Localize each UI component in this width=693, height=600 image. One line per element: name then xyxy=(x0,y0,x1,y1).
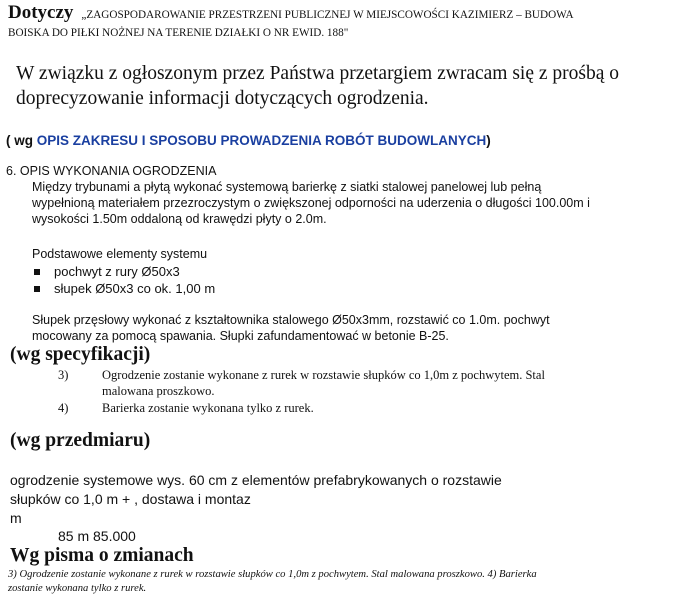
opis-zakresu-title: OPIS ZAKRESU I SPOSOBU PROWADZENIA ROBÓT BUDOWLANYCH xyxy=(36,133,487,148)
subject-header xyxy=(8,2,688,24)
opis-zakresu-suffix: ) xyxy=(486,133,491,148)
opis-para-line-1: Między trybunami a płytą wykonać systemową barierkę z siatki stalowej panelowej lub pełną xyxy=(32,180,542,194)
opis-zakresu-heading xyxy=(6,133,491,148)
przedmiar-heading: (wg przedmiaru) xyxy=(10,430,151,451)
spec-item-text: Barierka zostanie wykonana tylko z rurek. xyxy=(102,401,314,415)
spec-item-text-line-2: malowana proszkowo. xyxy=(102,384,215,398)
list-item xyxy=(34,281,215,296)
element-item-1: pochwyt z rury Ø50x3 xyxy=(54,264,180,279)
zmiany-line-1: 3) Ogrodzenie zostanie wykonane z rurek w rozstawie słupków co 1,0m z pochwytem. Stal malowana proszkowo. 4) Barierka xyxy=(8,569,537,580)
spec-item-4 xyxy=(58,401,314,416)
intro-line-1: W związku z ogłoszonym przez Państwa przetargiem zwracam się z prośbą o xyxy=(16,63,620,84)
subject-line-1: „ZAGOSPODAROWANIE PRZESTRZENI PUBLICZNEJ W MIEJSCOWOŚCI KAZIMIERZ – BUDOWA xyxy=(81,9,574,21)
spec-item-text-line-1: Ogrodzenie zostanie wykonane z rurek w rozstawie słupków co 1,0m z pochwytem. Stal xyxy=(102,368,545,382)
specyfikacja-heading: (wg specyfikacji) xyxy=(10,344,151,365)
zmiany-line-2: zostanie wykonana tylko z rurek. xyxy=(8,583,147,594)
subject-line-2: BOISKA DO PIŁKI NOŻNEJ NA TERENIE DZIAŁKI O NR EWID. 188" xyxy=(8,27,349,39)
intro-line-2: doprecyzowanie informacji dotyczących ogrodzenia. xyxy=(16,88,429,109)
opis-para-line-2: wypełnioną materiałem przezroczystym o zwiększonej odporności na uderzenia o długości 100.00m i xyxy=(32,196,590,210)
spec-item-3 xyxy=(58,368,545,383)
bullet-square-icon xyxy=(34,269,40,275)
opis-para-line-3: wysokości 1.50m oddaloną od krawędzi płyty o 2.0m. xyxy=(32,212,327,226)
przedmiar-quantity: 85 m 85.000 xyxy=(58,528,136,544)
bullet-square-icon xyxy=(34,286,40,292)
spec-item-number: 3) xyxy=(58,368,69,382)
przedmiar-line-3: m xyxy=(10,510,22,526)
elements-heading: Podstawowe elementy systemu xyxy=(32,247,208,261)
element-item-2: słupek Ø50x3 co ok. 1,00 m xyxy=(54,281,216,296)
opis-para2-line-1: Słupek przęsłowy wykonać z kształtownika stalowego Ø50x3mm, rozstawić co 1.0m. pochwyt xyxy=(32,313,550,327)
spec-item-number: 4) xyxy=(58,401,69,415)
przedmiar-line-2: słupków co 1,0 m + , dostawa i montaz xyxy=(10,491,251,507)
opis-zakresu-prefix: ( wg xyxy=(6,133,37,148)
przedmiar-line-1: ogrodzenie systemowe wys. 60 cm z elementów prefabrykowanych o rozstawie xyxy=(10,472,502,488)
zmiany-heading: Wg pisma o zmianach xyxy=(10,545,194,566)
opis-heading: 6. OPIS WYKONANIA OGRODZENIA xyxy=(6,164,217,178)
list-item xyxy=(34,264,180,279)
dotyczy-label: Dotyczy xyxy=(8,2,74,23)
opis-para2-line-2: mocowany za pomocą spawania. Słupki zafundamentować w betonie B-25. xyxy=(32,329,449,343)
